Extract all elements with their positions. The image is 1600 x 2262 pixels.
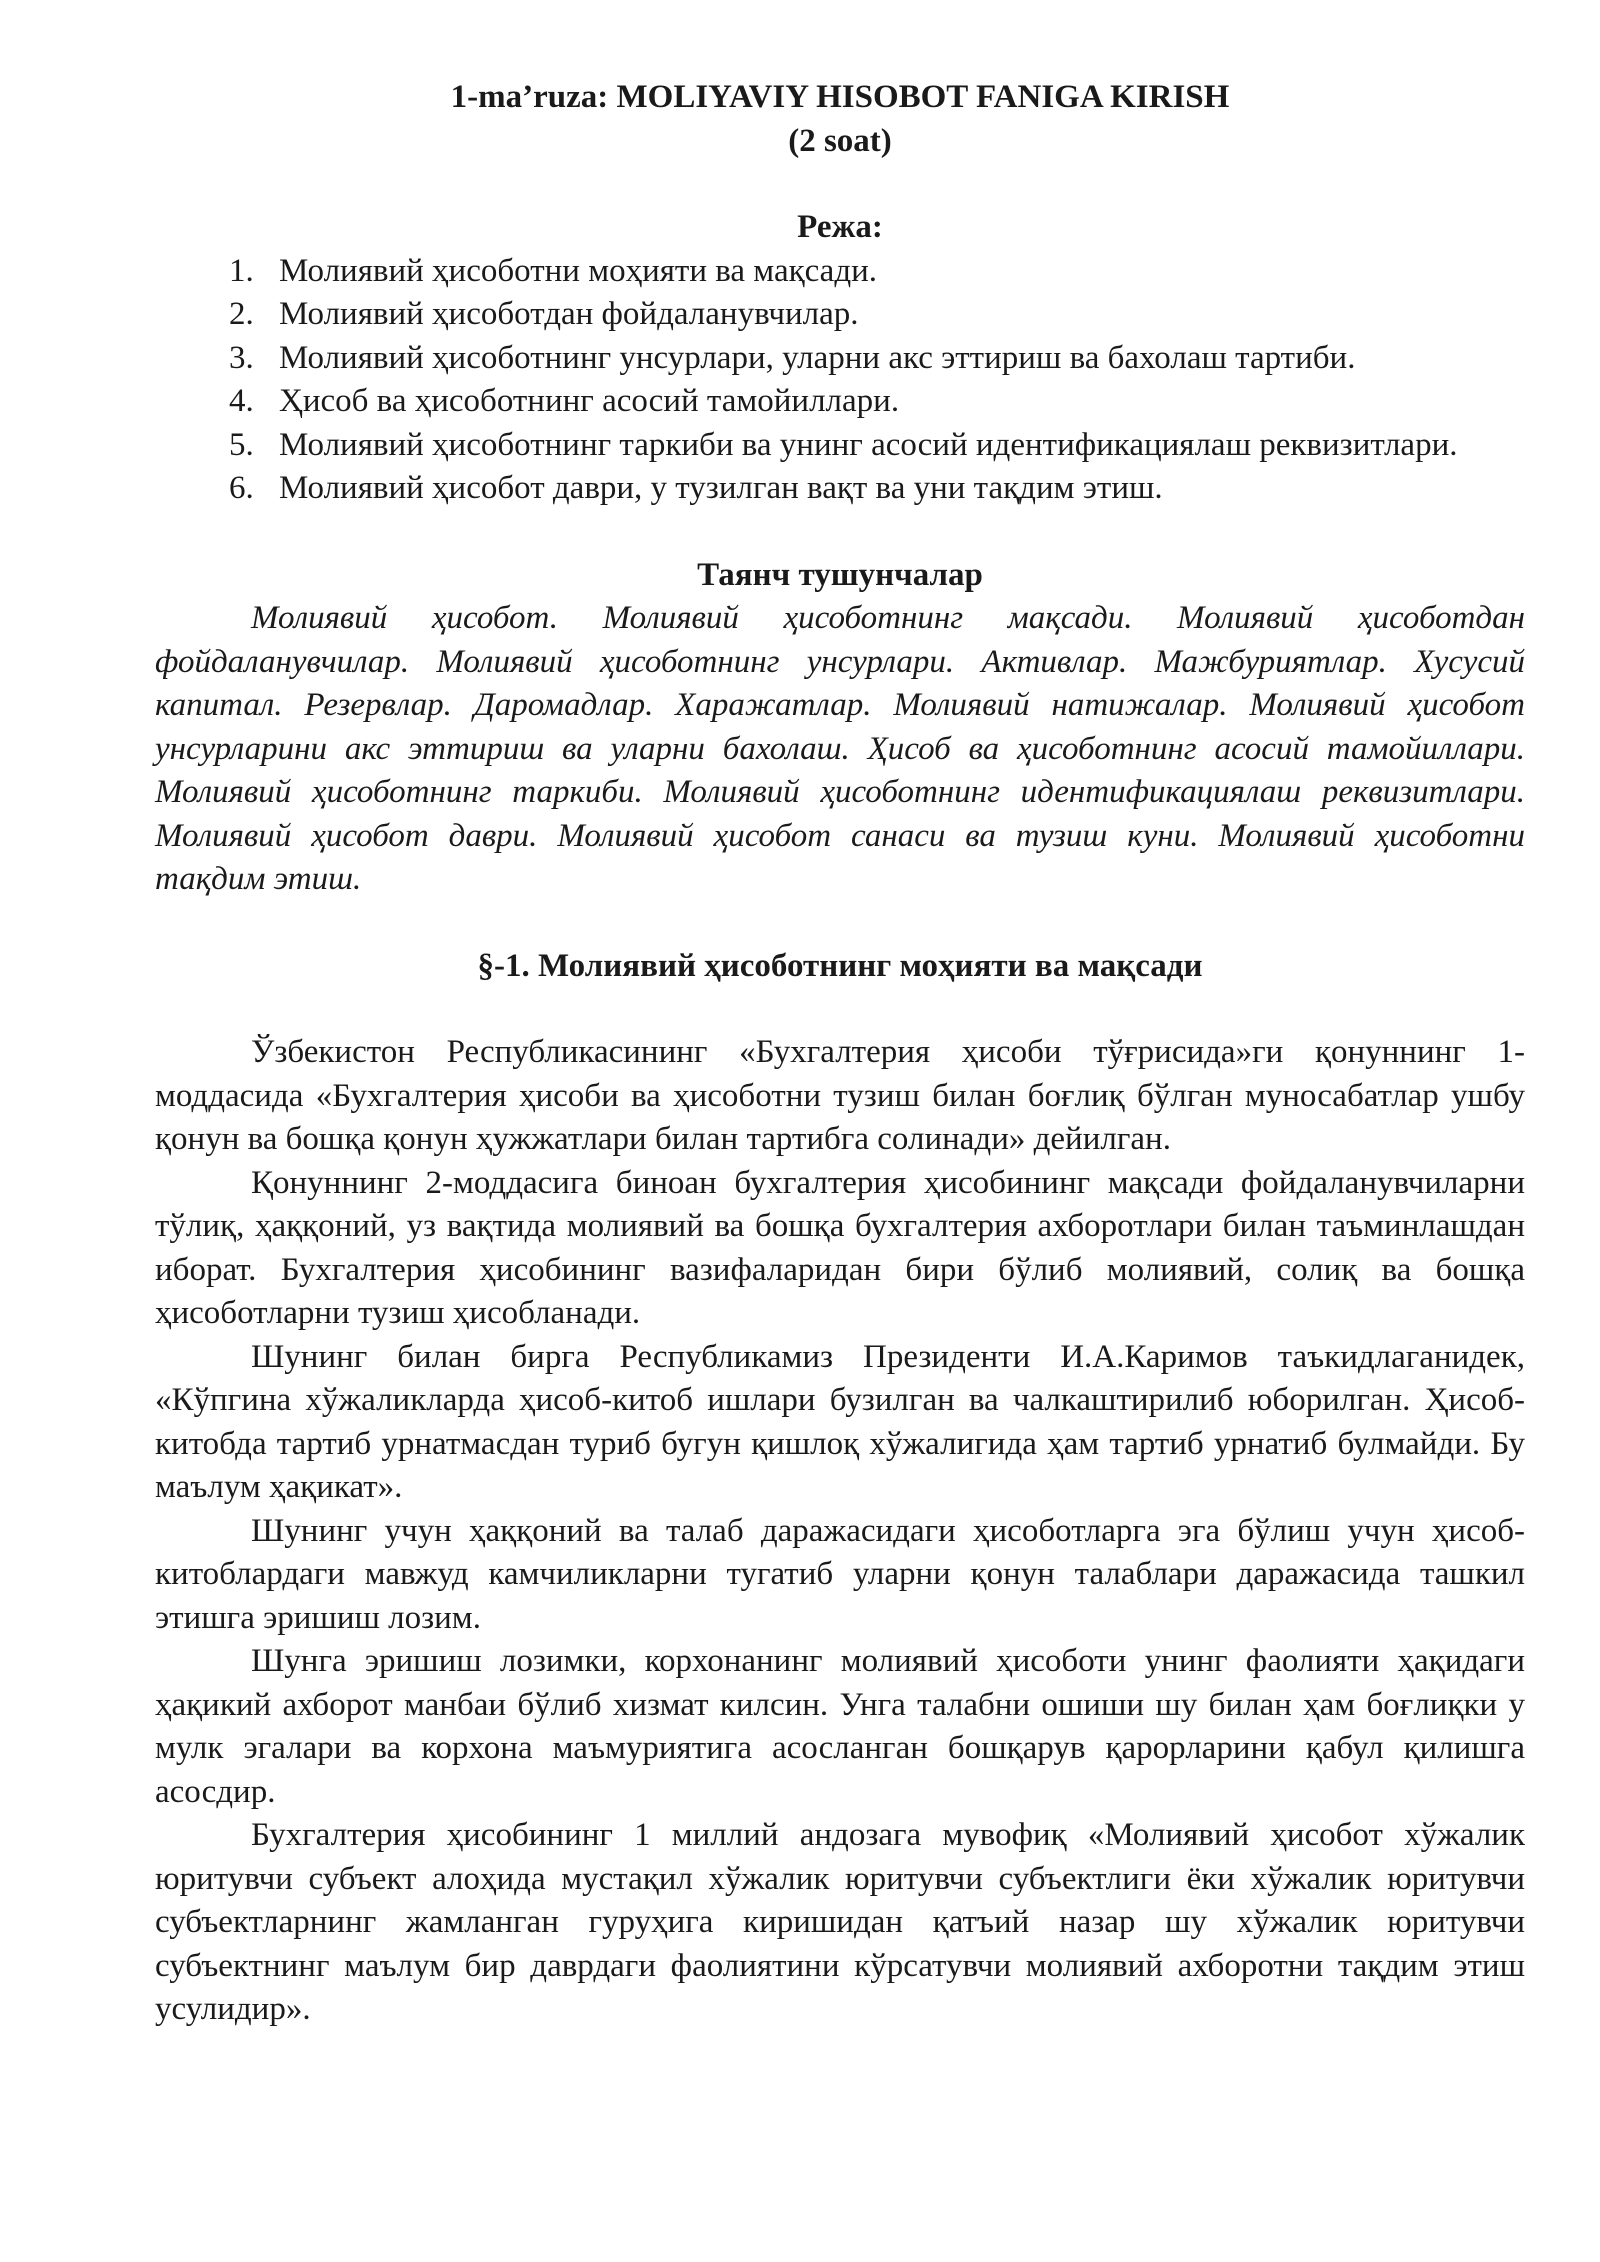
- plan-item-number: 2.: [229, 296, 254, 332]
- plan-item-text: Молиявий ҳисоботнинг унсурлари, уларни акс эттириш ва бахолаш тартиби.: [279, 339, 1356, 376]
- plan-item-text: Молиявий ҳисоботдан фойдаланувчилар.: [279, 296, 859, 332]
- plan-item: [155, 337, 1525, 381]
- body-paragraph: Бухгалтерия ҳисобининг 1 миллий андозага мувофиқ «Молиявий ҳисобот хўжалик юритувчи субъект алоҳида мустақил хўжалик юритувчи субъектлиги ёки хўжалик юритувчи субъектларнинг жамланган гуруҳига киришидан қатъий назар шу хўжалик юритувчи субъектнинг маълум бир даврдаги фаолиятини кўрсатувчи молиявий ахборотни тақдим этиш усулидир».: [155, 1817, 1525, 2027]
- lecture-title: 1-ma’ruza: MOLIYAVIY HISOBOT FANIGA KIRISH: [450, 79, 1230, 115]
- key-concepts-heading: Таянч тушунчалар: [697, 556, 983, 593]
- plan-item-text: Молиявий ҳисобот даври, у тузилган вақт ва уни тақдим этиш.: [279, 470, 1163, 506]
- plan-item: [155, 250, 1525, 294]
- plan-item-text: Ҳисоб ва ҳисоботнинг асосий тамойиллари.: [279, 383, 900, 419]
- plan-item-text: Молиявий ҳисоботни моҳияти ва мақсади.: [279, 252, 878, 289]
- plan-item: [155, 467, 1525, 511]
- key-concepts-text: Молиявий ҳисобот. Молиявий ҳисоботнинг мақсади. Молиявий ҳисоботдан фойдаланувчилар. Молиявий ҳисоботнинг унсурлари. Активлар. Мажбуриятлар. Хусусий капитал. Резервлар. Даромадлар. Харажатлар. Молиявий натижалар. Молиявий ҳисобот унсурларини акс эттириш ва уларни бахолаш. Ҳисоб ва ҳисоботнинг асосий тамойиллари. Молиявий ҳисоботнинг таркиби. Молиявий ҳисоботнинг идентификациялаш реквизитлари. Молиявий ҳисобот даври. Молиявий ҳисобот санаси ва тузиш куни. Молиявий ҳисоботни тақдим этиш.: [155, 600, 1525, 897]
- section-heading: §-1. Молиявий ҳисоботнинг моҳияти ва мақсади: [477, 947, 1203, 984]
- lecture-duration: (2 soat): [788, 122, 892, 159]
- document-page: [155, 76, 1525, 2032]
- body-paragraph: Шунга эришиш лозимки, корхонанинг молиявий ҳисоботи унинг фаолияти ҳақидаги ҳақикий ахборот манбаи бўлиб хизмат килсин. Унга талабни ошиши шу билан ҳам боғлиқки у мулк эгалари ва корхона маъмуриятига асосланган бошқарув қарорларини қабул қилишга асосдир.: [155, 1643, 1525, 1810]
- body-paragraph: Ўзбекистон Республикасининг «Бухгалтерия ҳисоби тўғрисида»ги қонуннинг 1-моддасида «Бухгалтерия ҳисоби ва ҳисоботни тузиш билан боғлиқ бўлган муносабатлар ушбу қонун ва бошқа қонун ҳужжатлари билан тартибга солинади» дейилган.: [155, 1034, 1525, 1157]
- plan-heading: Режа:: [797, 209, 883, 245]
- plan-list: [155, 250, 1525, 511]
- body-paragraph: Қонуннинг 2-моддасига биноан бухгалтерия ҳисобининг мақсади фойдаланувчиларни тўлиқ, ҳаққоний, уз вақтида молиявий ва бошқа бухгалтерия ахборотлари билан таъминлашдан иборат. Бухгалтерия ҳисобининг вазифаларидан бири бўлиб молиявий, солиқ ва бошқа ҳисоботларни тузиш ҳисобланади.: [155, 1164, 1525, 1331]
- plan-item-text: Молиявий ҳисоботнинг таркиби ва унинг асосий идентификациялаш реквизитлари.: [279, 426, 1458, 463]
- plan-item: [155, 293, 1525, 337]
- body-paragraph: Шунинг билан бирга Республикамиз Президенти И.А.Каримов таъкидлаганидек, «Кўпгина хўжаликларда ҳисоб-китоб ишлари бузилган ва чалкаштирилиб юборилган. Ҳисоб-китобда тартиб урнатмасдан туриб бугун қишлоқ хўжалигида ҳам тартиб урнатиб булмайди. Бу маълум ҳақикат».: [155, 1338, 1525, 1505]
- plan-item: [155, 424, 1525, 468]
- plan-item-number: 4.: [229, 383, 254, 419]
- body-paragraph: Шунинг учун ҳаққоний ва талаб даражасидаги ҳисоботларга эга бўлиш учун ҳисоб-китоблардаги мавжуд камчиликларни тугатиб уларни қонун талаблари даражасида ташкил этишга эришиш лозим.: [155, 1512, 1525, 1636]
- plan-item-number: 5.: [229, 426, 254, 463]
- plan-item-number: 1.: [229, 252, 254, 289]
- plan-item-number: 3.: [229, 339, 254, 376]
- plan-item-number: 6.: [229, 470, 254, 506]
- plan-item: [155, 380, 1525, 424]
